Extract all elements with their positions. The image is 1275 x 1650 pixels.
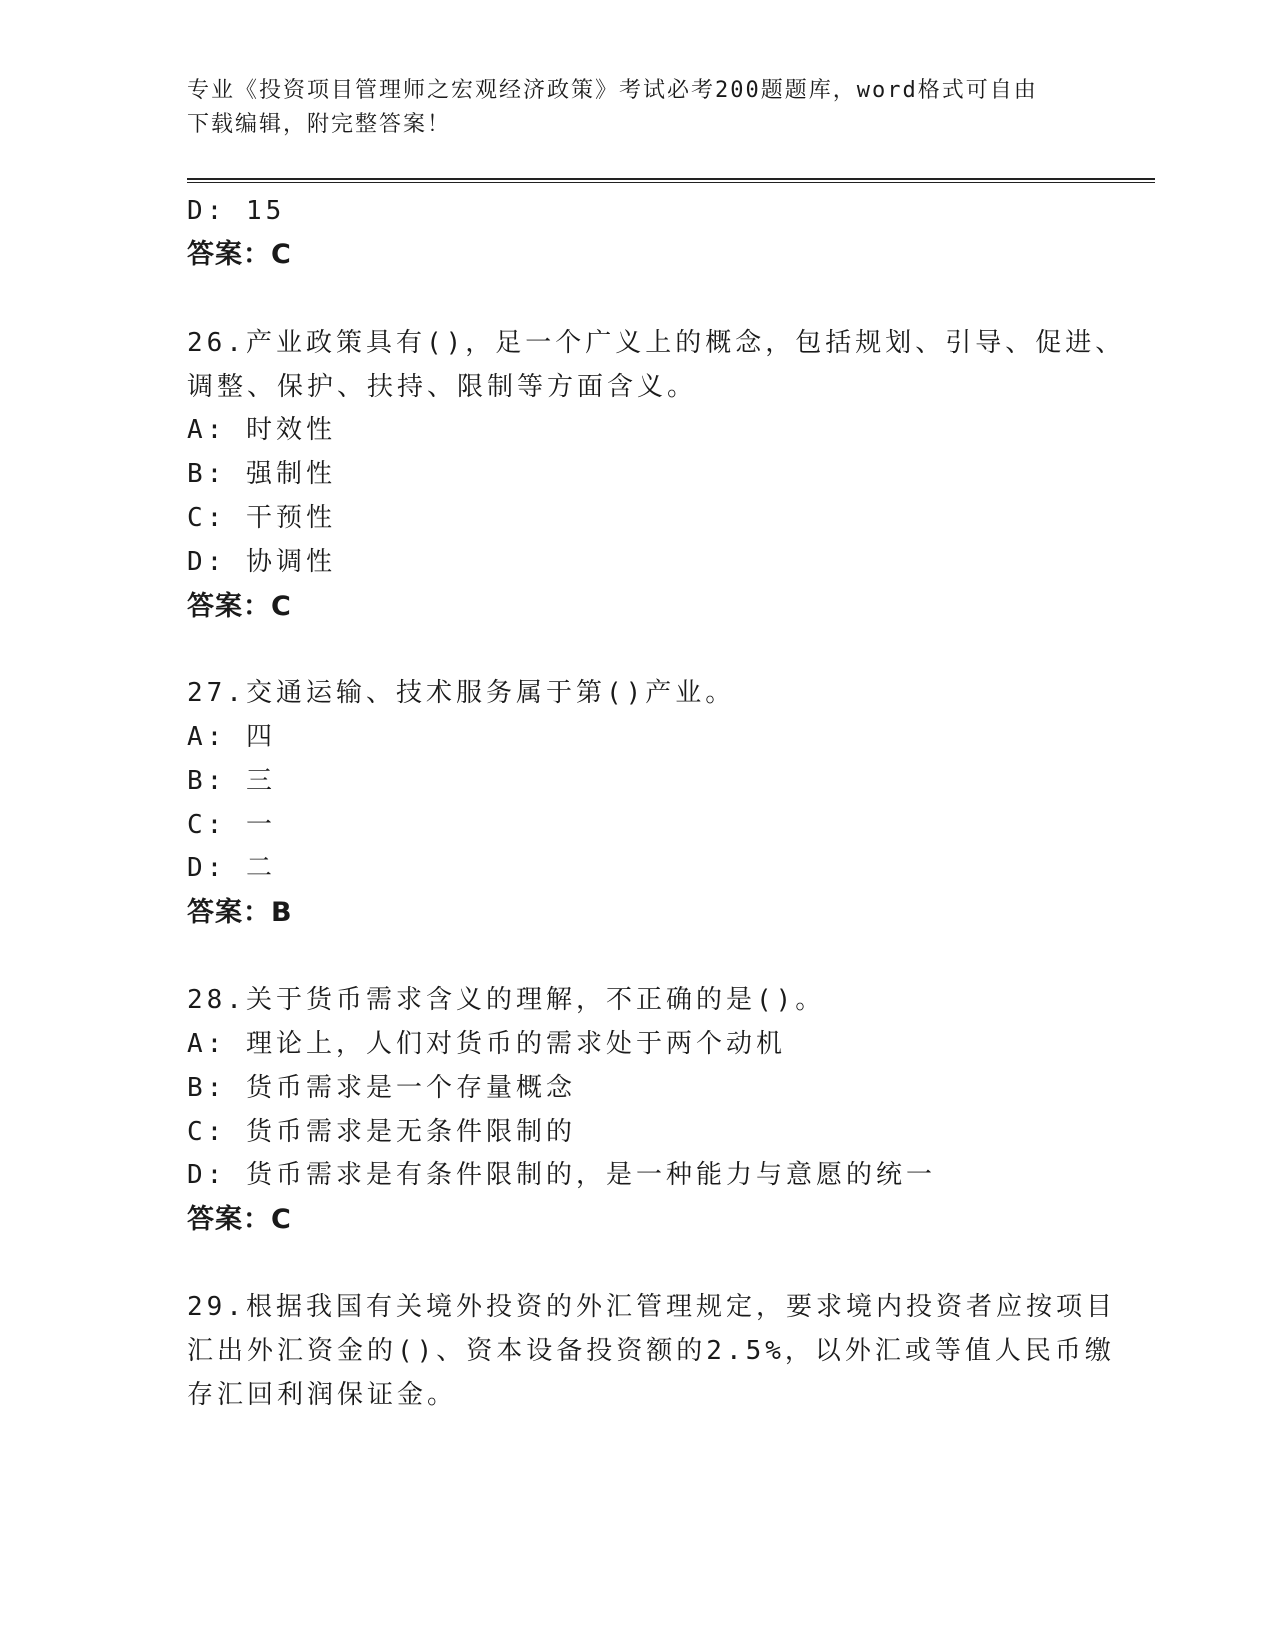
- question-stem: 29.根据我国有关境外投资的外汇管理规定，要求境内投资者应按项目: [187, 1292, 1116, 1322]
- answer: 答案：C: [187, 591, 292, 622]
- option-a: A: 四: [187, 722, 276, 752]
- option-a: A: 理论上，人们对货币的需求处于两个动机: [187, 1029, 786, 1059]
- header-line-2: 下载编辑，附完整答案！: [187, 112, 452, 137]
- header-line-1: 专业《投资项目管理师之宏观经济政策》考试必考200题题库，word格式可自由: [187, 78, 1038, 103]
- option-b: B: 货币需求是一个存量概念: [187, 1073, 576, 1103]
- option-c: C: 一: [187, 810, 276, 840]
- question-stem: 26.产业政策具有()，足一个广义上的概念，包括规划、引导、促进、: [187, 328, 1126, 358]
- document-header: [187, 74, 1077, 142]
- question-stem: 28.关于货币需求含义的理解，不正确的是()。: [187, 985, 826, 1015]
- question-stem: 存汇回利润保证金。: [187, 1380, 458, 1410]
- question-stem: 汇出外汇资金的()、资本设备投资额的2.5%，以外汇或等值人民币缴: [187, 1336, 1115, 1366]
- prev-answer: 答案：C: [187, 239, 292, 270]
- option-a: A: 时效性: [187, 415, 336, 445]
- prev-option-d: D: 15: [187, 196, 286, 226]
- option-d: D: 协调性: [187, 547, 336, 577]
- question-stem: 调整、保护、扶持、限制等方面含义。: [187, 372, 698, 402]
- option-c: C: 货币需求是无条件限制的: [187, 1117, 576, 1147]
- answer: 答案：B: [187, 897, 293, 928]
- option-d: D: 货币需求是有条件限制的，是一种能力与意愿的统一: [187, 1160, 936, 1190]
- option-b: B: 强制性: [187, 459, 336, 489]
- option-d: D: 二: [187, 853, 276, 883]
- option-b: B: 三: [187, 766, 276, 796]
- option-c: C: 干预性: [187, 503, 336, 533]
- answer: 答案：C: [187, 1204, 292, 1235]
- header-divider: [187, 178, 1155, 184]
- question-stem: 27.交通运输、技术服务属于第()产业。: [187, 678, 736, 708]
